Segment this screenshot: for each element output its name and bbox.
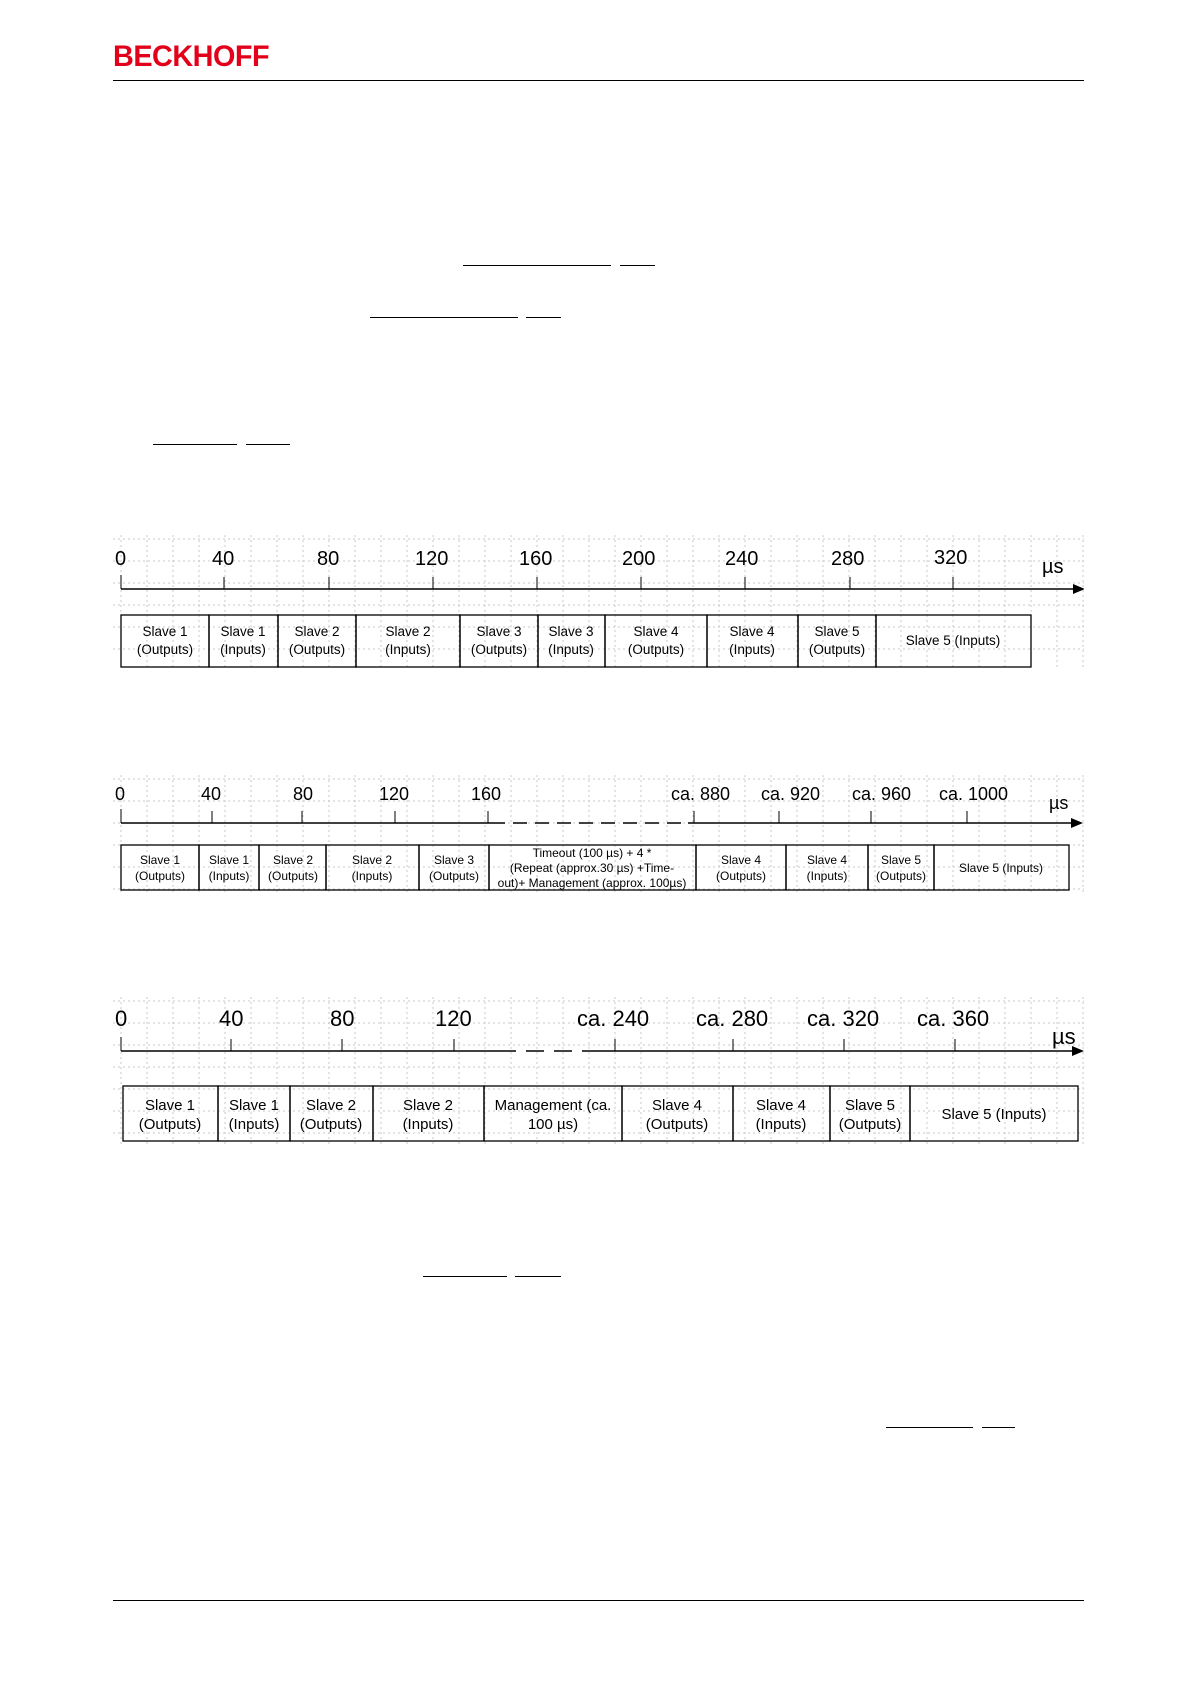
segment-label: Slave 4 xyxy=(755,1097,807,1114)
timing-diagram-2 xyxy=(113,775,1084,895)
segment-label: Slave 3 xyxy=(433,853,475,867)
segment-label: Slave 2 xyxy=(305,1097,357,1114)
timing-diagram-1 xyxy=(113,535,1084,670)
tick-label: 40 xyxy=(201,784,222,804)
segment-box xyxy=(798,615,876,667)
tick-label: 80 xyxy=(330,1006,355,1031)
segment-label: Slave 2 xyxy=(294,624,340,639)
segment-label: (Outputs) xyxy=(627,642,685,657)
segment-label: Slave 4 xyxy=(633,624,679,639)
tick-label: 0 xyxy=(115,784,126,804)
tick-label: 320 xyxy=(934,547,968,569)
segment-box xyxy=(605,615,707,667)
tick-label: 160 xyxy=(471,784,502,804)
segment-label: Slave 2 xyxy=(272,853,314,867)
segment-label: (Inputs) xyxy=(548,642,594,657)
segment-label: (Outputs) xyxy=(715,869,767,883)
segment-label: Slave 4 xyxy=(729,624,775,639)
segment-label: Slave 1 xyxy=(139,853,181,867)
segment-label: Slave 5 (Inputs) xyxy=(905,633,1001,648)
segment-label: Slave 2 xyxy=(351,853,393,867)
segment-label: (Outputs) xyxy=(875,869,927,883)
segment-label: Slave 4 xyxy=(720,853,762,867)
tick-label: 0 xyxy=(115,1006,128,1031)
segment-label: (Outputs) xyxy=(645,1116,709,1133)
segment-label: (Inputs) xyxy=(402,1116,454,1133)
tick-label: 40 xyxy=(219,1006,244,1031)
segment-label: Timeout (100 µs) + 4 * xyxy=(532,846,652,860)
segment-label: (Outputs) xyxy=(288,642,346,657)
timing-diagram-3 xyxy=(113,997,1084,1147)
segment-label: Slave 5 xyxy=(814,624,860,639)
tick-label: 80 xyxy=(293,784,314,804)
segment-label: (Outputs) xyxy=(808,642,866,657)
segment-label: Slave 1 xyxy=(142,624,188,639)
segment-label: (Inputs) xyxy=(729,642,775,657)
tick-label: ca. 1000 xyxy=(939,784,1009,804)
segment-label: Slave 5 xyxy=(880,853,922,867)
segment-label: (Inputs) xyxy=(351,869,393,883)
footer-rule xyxy=(113,1600,1084,1601)
link-underline[interactable] xyxy=(886,1427,973,1429)
segment-label: Slave 1 xyxy=(208,853,250,867)
link-underline[interactable] xyxy=(463,265,611,267)
tick-label: 80 xyxy=(317,548,340,570)
link-underline[interactable] xyxy=(370,317,518,319)
segment-label: (Repeat (approx.30 µs) +Time- xyxy=(509,861,675,875)
tick-label: ca. 320 xyxy=(807,1006,880,1031)
tick-label: ca. 920 xyxy=(761,784,821,804)
segment-label: (Outputs) xyxy=(838,1116,902,1133)
link-underline[interactable] xyxy=(246,444,290,446)
header-rule xyxy=(113,80,1084,81)
segment-label: Slave 3 xyxy=(548,624,594,639)
tick-label: 120 xyxy=(415,548,449,570)
segment-label: out)+ Management (approx. 100µs) xyxy=(497,876,687,890)
link-underline[interactable] xyxy=(982,1427,1015,1429)
segment-box xyxy=(538,615,605,667)
segment-label: (Inputs) xyxy=(228,1116,280,1133)
segment-box xyxy=(460,615,538,667)
segment-label: (Inputs) xyxy=(755,1116,807,1133)
axis-arrow xyxy=(1071,818,1083,828)
segment-box xyxy=(209,615,278,667)
segment-label: (Inputs) xyxy=(806,869,848,883)
segment-label: Slave 1 xyxy=(228,1097,280,1114)
segment-label: Slave 2 xyxy=(385,624,431,639)
segment-label: Management (ca. xyxy=(494,1097,612,1114)
segment-box xyxy=(121,615,209,667)
tick-label: ca. 360 xyxy=(917,1006,990,1031)
segment-label: (Outputs) xyxy=(470,642,528,657)
segment-label: Slave 4 xyxy=(651,1097,703,1114)
link-underline[interactable] xyxy=(423,1276,507,1278)
segment-label: (Outputs) xyxy=(267,869,319,883)
segment-label: 100 µs) xyxy=(527,1116,579,1133)
segment-label: (Outputs) xyxy=(299,1116,363,1133)
tick-label: 160 xyxy=(519,548,553,570)
axis-arrow xyxy=(1073,584,1084,594)
tick-label: 280 xyxy=(831,548,865,570)
tick-label: 200 xyxy=(622,548,656,570)
segment-label: Slave 3 xyxy=(476,624,522,639)
tick-label: 120 xyxy=(435,1006,472,1031)
tick-label: 120 xyxy=(379,784,410,804)
unit-label: µs xyxy=(1052,1024,1076,1049)
tick-label: ca. 960 xyxy=(852,784,912,804)
unit-label: µs xyxy=(1042,556,1064,578)
segment-label: Slave 4 xyxy=(806,853,848,867)
tick-label: 240 xyxy=(725,548,759,570)
link-underline[interactable] xyxy=(515,1276,561,1278)
link-underline[interactable] xyxy=(620,265,655,267)
tick-label: 0 xyxy=(115,548,127,570)
segment-label: Slave 5 (Inputs) xyxy=(958,861,1044,875)
beckhoff-logo: BECKHOFF xyxy=(113,40,270,73)
segment-box xyxy=(707,615,798,667)
segment-box xyxy=(356,615,460,667)
unit-label: µs xyxy=(1049,793,1069,813)
segment-label: Slave 1 xyxy=(144,1097,196,1114)
tick-label: ca. 240 xyxy=(577,1006,650,1031)
segment-label: (Inputs) xyxy=(385,642,431,657)
tick-label: ca. 280 xyxy=(696,1006,769,1031)
segment-label: (Inputs) xyxy=(220,642,266,657)
segment-label: (Outputs) xyxy=(136,642,194,657)
segment-label: (Outputs) xyxy=(138,1116,202,1133)
link-underline[interactable] xyxy=(526,317,561,319)
segment-label: (Outputs) xyxy=(428,869,480,883)
link-underline[interactable] xyxy=(153,444,237,446)
segment-label: Slave 5 xyxy=(844,1097,896,1114)
tick-label: ca. 880 xyxy=(671,784,731,804)
tick-label: 40 xyxy=(212,548,235,570)
segment-label: (Inputs) xyxy=(208,869,250,883)
segment-label: (Outputs) xyxy=(134,869,186,883)
segment-label: Slave 5 (Inputs) xyxy=(941,1106,1047,1123)
segment-label: Slave 2 xyxy=(402,1097,454,1114)
segment-label: Slave 1 xyxy=(220,624,266,639)
segment-box xyxy=(278,615,356,667)
